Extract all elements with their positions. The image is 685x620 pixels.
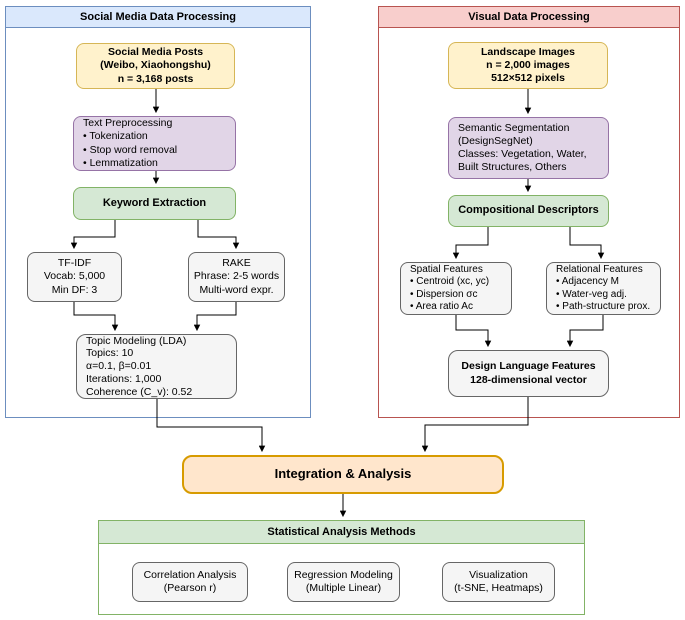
spatial-features-node <box>400 262 512 315</box>
node-text-line: • Dispersion σc <box>410 288 478 300</box>
node-text-line: Correlation Analysis <box>143 568 237 581</box>
node-text-line: • Area ratio Ac <box>410 300 473 312</box>
node-text-line: Semantic Segmentation <box>458 121 570 134</box>
keyword-extraction-node <box>73 187 236 220</box>
node-text-line: Built Structures, Others <box>458 161 567 174</box>
node-text-line: Iterations: 1,000 <box>86 372 162 385</box>
node-text-line: Keyword Extraction <box>102 196 207 209</box>
node-text-line: Integration & Analysis <box>274 466 412 482</box>
node-text-line: Multi-word expr. <box>199 283 274 296</box>
node-text-line: • Tokenization <box>83 130 148 143</box>
node-text-line: RAKE <box>222 257 251 270</box>
node-text-line: Topics: 10 <box>86 347 134 360</box>
tfidf-node <box>27 252 122 302</box>
text-preprocessing-node <box>73 116 236 171</box>
node-text-line: Vocab: 5,000 <box>43 270 106 283</box>
node-text-line: 512×512 pixels <box>491 72 565 84</box>
visualization-node <box>442 562 555 602</box>
node-text-line: (Pearson r) <box>163 582 217 594</box>
node-text-line: 128-dimensional vector <box>470 373 587 386</box>
node-text-line: Coherence (C_v): 0.52 <box>86 385 193 398</box>
node-text-line: (t-SNE, Heatmaps) <box>454 582 543 594</box>
social-media-posts-node <box>76 43 235 89</box>
node-text-line: • Adjacency M <box>556 276 619 288</box>
node-text-line: α=0.1, β=0.01 <box>86 360 152 373</box>
compositional-descriptors-node <box>448 195 609 227</box>
node-text-line: Classes: Vegetation, Water, <box>458 148 587 160</box>
semantic-segmentation-node <box>448 117 609 179</box>
node-text-line: (Weibo, Xiaohongshu) <box>100 59 211 72</box>
relational-features-node <box>546 262 661 315</box>
node-text-line: Phrase: 2-5 words <box>193 270 280 283</box>
node-text-line: Min DF: 3 <box>51 283 98 296</box>
node-text-line: Relational Features <box>556 264 643 276</box>
regression-modeling-node <box>287 562 400 602</box>
node-text-line: n = 2,000 images <box>486 58 570 71</box>
statistical-panel-title: Statistical Analysis Methods <box>267 526 416 538</box>
node-text-line: n = 3,168 posts <box>117 72 194 85</box>
topic-modeling-node <box>76 334 237 399</box>
node-text-line: Regression Modeling <box>294 568 393 581</box>
node-text-line: TF-IDF <box>57 257 92 270</box>
node-text-line: • Water-veg adj. <box>556 288 627 300</box>
node-text-line: Topic Modeling (LDA) <box>86 334 187 347</box>
node-text-line: Text Preprocessing <box>83 117 173 130</box>
correlation-analysis-node <box>132 562 248 602</box>
social-media-panel-header <box>5 6 311 28</box>
rake-node <box>188 252 285 302</box>
statistical-panel-header <box>98 520 585 544</box>
integration-analysis-node <box>182 455 504 494</box>
node-text-line: Landscape Images <box>481 45 575 58</box>
node-text-line: Visualization <box>469 568 528 581</box>
visual-panel-title: Visual Data Processing <box>468 11 590 23</box>
design-language-features-node <box>448 350 609 397</box>
node-text-line: • Path-structure prox. <box>556 300 651 312</box>
node-text-line: (Multiple Linear) <box>305 582 382 594</box>
node-text-line: Social Media Posts <box>107 46 204 59</box>
landscape-images-node <box>448 42 608 89</box>
node-text-line: (DesignSegNet) <box>458 134 533 147</box>
social-media-panel-title: Social Media Data Processing <box>80 11 236 23</box>
node-text-line: • Centroid (xc, yc) <box>410 276 490 288</box>
visual-panel-header <box>378 6 680 28</box>
node-text-line: • Lemmatization <box>83 156 158 169</box>
node-text-line: Spatial Features <box>410 264 483 276</box>
node-text-line: Compositional Descriptors <box>458 204 599 217</box>
node-text-line: Design Language Features <box>461 360 596 373</box>
node-text-line: • Stop word removal <box>83 143 178 156</box>
